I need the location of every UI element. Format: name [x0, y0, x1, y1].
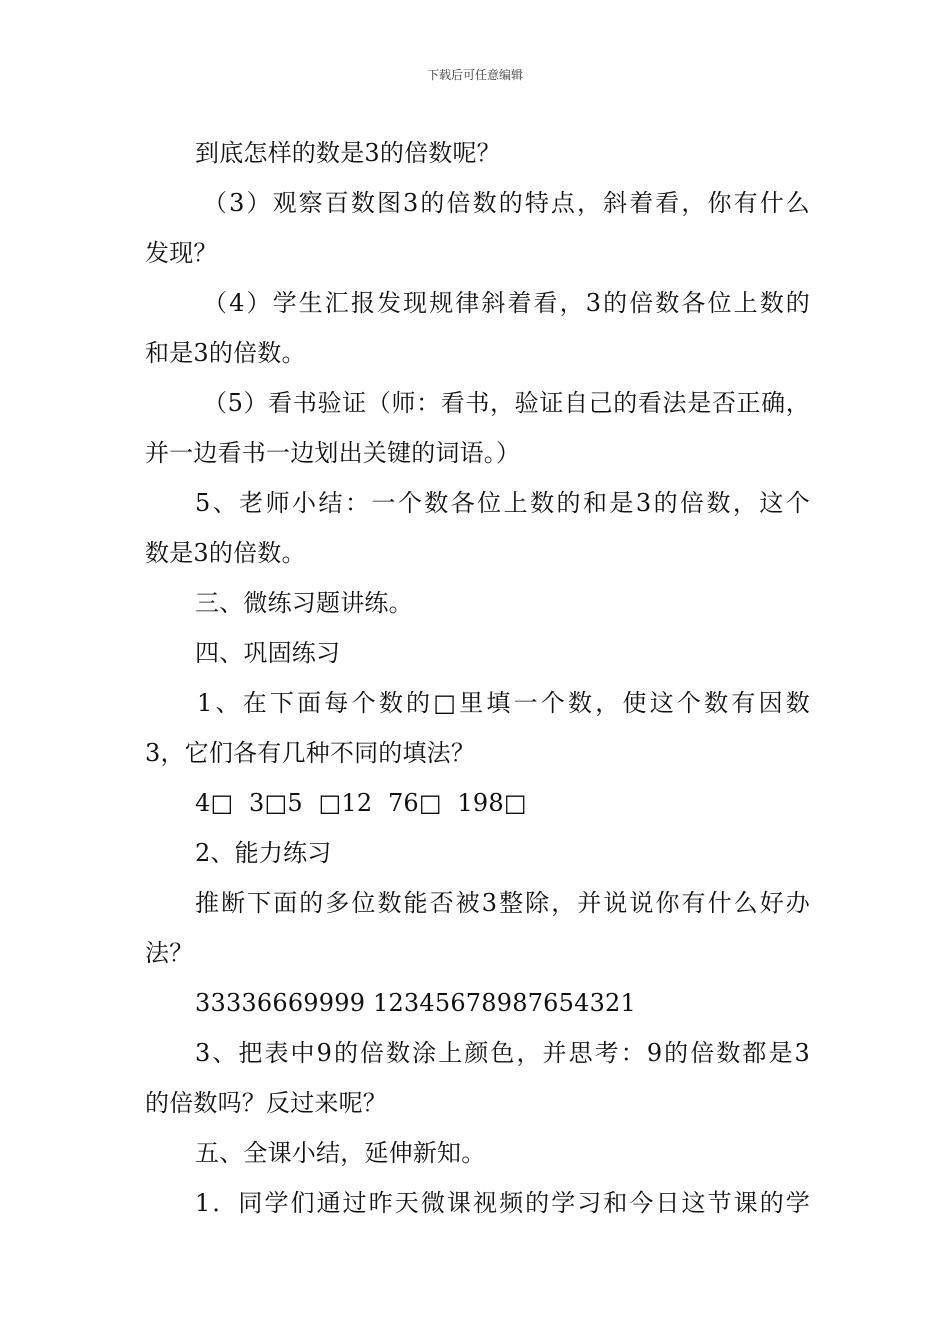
paragraph-line: 3，它们各有几种不同的填法？ — [145, 739, 476, 767]
paragraph-line: 3、把表中9的倍数涂上颜色，并思考：9的倍数都是3 — [195, 1039, 810, 1067]
paragraph-line: 发现？ — [145, 239, 218, 267]
paragraph-line: （4）学生汇报发现规律斜着看，3的倍数各位上数的 — [203, 289, 810, 317]
paragraph-line: 数是3的倍数。 — [145, 539, 306, 567]
paragraph-line: 1、在下面每个数的□里填一个数，使这个数有因数 — [197, 689, 810, 717]
paragraph-line: 2、能力练习 — [195, 839, 332, 867]
paragraph-line: 法？ — [145, 939, 194, 967]
section-heading: 三、微练习题讲练。 — [195, 589, 413, 617]
page-header: 下载后可任意编辑 — [426, 68, 523, 82]
paragraph-line: 到底怎样的数是3的倍数呢？ — [195, 139, 501, 167]
document-body — [145, 128, 810, 1228]
paragraph-line: 的倍数吗？反过来呢？ — [145, 1089, 387, 1117]
section-heading: 四、巩固练习 — [195, 639, 341, 667]
exercise-numbers: 33336669999 12345678987654321 — [195, 989, 636, 1017]
paragraph-line: 1．同学们通过昨天微课视频的学习和今日这节课的学 — [195, 1189, 810, 1217]
paragraph-line: 和是3的倍数。 — [145, 339, 306, 367]
section-heading: 五、全课小结，延伸新知。 — [195, 1139, 486, 1167]
paragraph-line: （5）看书验证（师：看书，验证自己的看法是否正确， — [203, 389, 810, 417]
exercise-numbers: 4□ 3□5 □12 76□ 198□ — [195, 789, 527, 817]
paragraph-line: 并一边看书一边划出关键的词语。） — [145, 439, 521, 467]
paragraph-line: （3）观察百数图3的倍数的特点，斜着看，你有什么 — [203, 189, 810, 217]
paragraph-line: 5、老师小结：一个数各位上数的和是3的倍数，这个 — [195, 489, 810, 517]
paragraph-line: 推断下面的多位数能否被3整除，并说说你有什么好办 — [195, 889, 810, 917]
